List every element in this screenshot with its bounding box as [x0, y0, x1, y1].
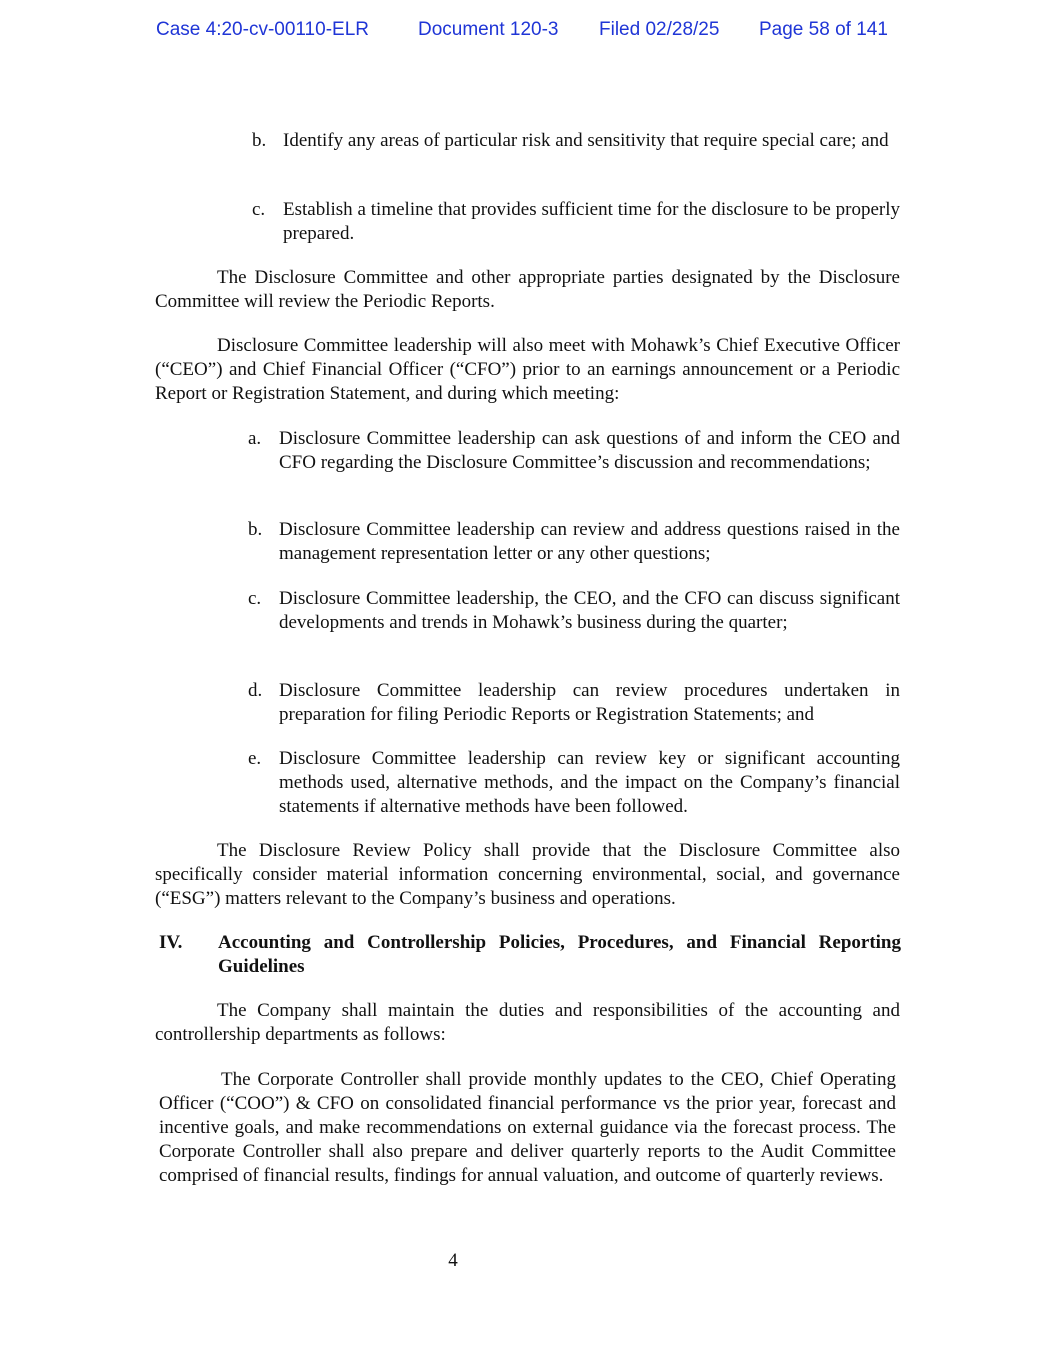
list-item-label: c.	[248, 588, 262, 609]
paragraph-esg: The Disclosure Review Policy shall provide that the Disclosure Committee also specifically consider material information concerning environmental, social, and governance (“ESG”) matters relevant to the Company’s business and operations.	[155, 840, 900, 909]
list-item-label: b.	[248, 519, 263, 540]
section-heading	[159, 931, 901, 979]
list-item-text: Disclosure Committee leadership can ask questions of and inform the CEO and CFO regarding the Disclosure Committee’s discussion and recommendations;	[279, 428, 900, 473]
case-number: Case 4:20-cv-00110-ELR	[156, 19, 369, 40]
page-number: 4	[448, 1250, 458, 1271]
list-item-label: a.	[248, 428, 262, 449]
section-title: Accounting and Controllership Policies, Procedures, and Financial Reporting Guidelines	[218, 932, 901, 977]
paragraph-duties: The Company shall maintain the duties and responsibilities of the accounting and controllership departments as follows:	[155, 1000, 900, 1045]
paragraph-review: The Disclosure Committee and other appropriate parties designated by the Disclosure Committee will review the Periodic Reports.	[155, 267, 900, 312]
list-item-text: Disclosure Committee leadership can review procedures undertaken in preparation for filing Periodic Reports or Registration Statements; and	[279, 680, 900, 725]
list-item-label: c.	[252, 199, 266, 220]
page-indicator: Page 58 of 141	[759, 19, 888, 40]
list-item-label: e.	[248, 748, 262, 769]
list-item-text: Disclosure Committee leadership, the CEO, and the CFO can discuss significant developments and trends in Mohawk’s business during the quarter;	[279, 588, 900, 633]
list-item-text: Identify any areas of particular risk and sensitivity that require special care; and	[283, 130, 889, 151]
section-number: IV.	[159, 932, 183, 953]
paragraph-controller: The Corporate Controller shall provide monthly updates to the CEO, Chief Operating Officer (“COO”) & CFO on consolidated financial performance vs the prior year, forecast and incentive goals, and make recommendations on external guidance via the forecast process. The Corporate Controller shall also prepare and deliver quarterly reports to the Audit Committee comprised of financial results, findings for annual valuation, and outcome of quarterly reviews.	[159, 1069, 896, 1186]
list-item-label: b.	[252, 130, 267, 151]
list-item-text: Establish a timeline that provides sufficient time for the disclosure to be properly prepared.	[283, 199, 900, 244]
list-item-text: Disclosure Committee leadership can review and address questions raised in the management representation letter or any other questions;	[279, 519, 900, 564]
paragraph-meeting: Disclosure Committee leadership will also meet with Mohawk’s Chief Executive Officer (“CEO”) and Chief Financial Officer (“CFO”) prior to an earnings announcement or a Periodic Report or Registration Statement, and during which meeting:	[155, 335, 900, 404]
case-header	[0, 19, 1055, 45]
list-item-label: d.	[248, 680, 263, 701]
list-item-text: Disclosure Committee leadership can review key or significant accounting methods used, alternative methods, and the impact on the Company’s financial statements if alternative methods have been followed.	[279, 748, 900, 817]
filed-date: Filed 02/28/25	[599, 19, 720, 40]
document-number: Document 120-3	[418, 19, 559, 40]
